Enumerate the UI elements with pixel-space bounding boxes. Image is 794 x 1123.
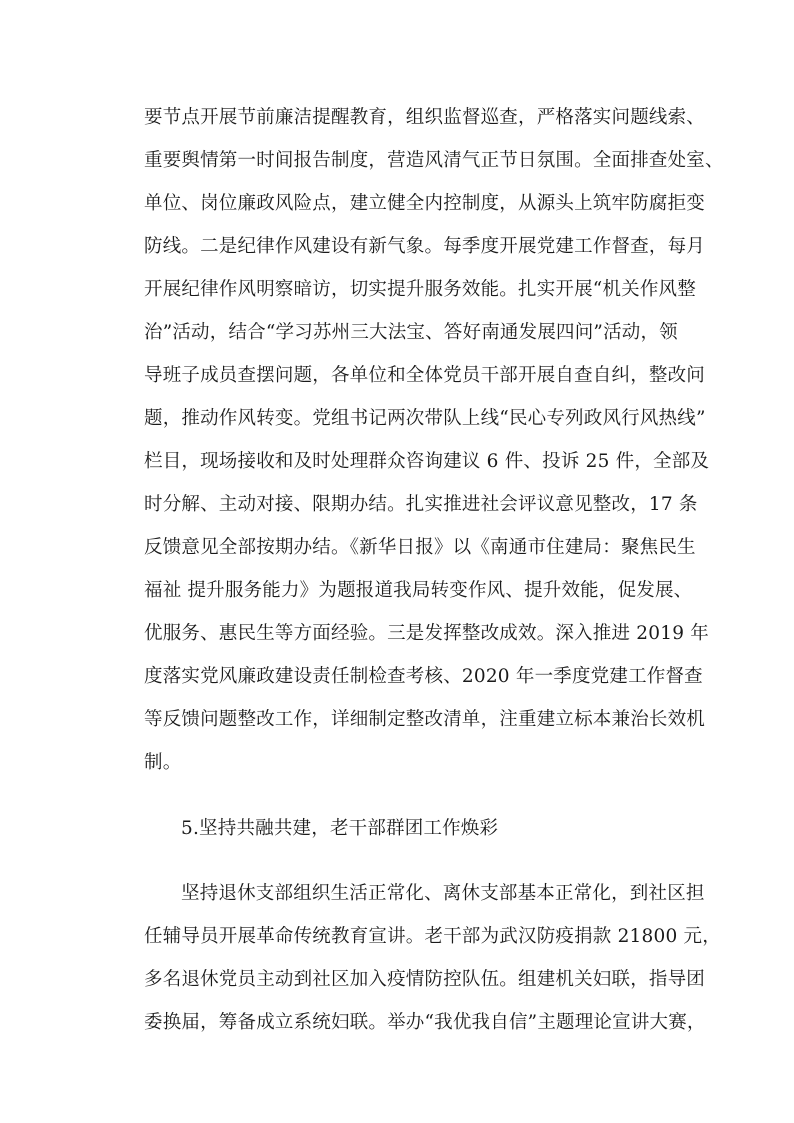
paragraph-line: 防线。二是纪律作风建设有新气象。每季度开展党建工作督查，每月 xyxy=(144,236,706,257)
paragraph-line: 优服务、惠民生等方面经验。三是发挥整改成效。深入推进 2019 年 xyxy=(144,623,709,644)
paragraph-line: 要节点开展节前廉洁提醒教育，组织监督巡查，严格落实问题线索、 xyxy=(144,107,706,128)
paragraph-line: 导班子成员查摆问题，各单位和全体党员干部开展自查自纠，整改问 xyxy=(144,365,706,386)
paragraph-line: 度落实党风廉政建设责任制检查考核、2020 年一季度党建工作督查 xyxy=(144,666,703,687)
paragraph-line: 委换届，筹备成立系统妇联。举办“我优我自信”主题理论宣讲大赛， xyxy=(144,1012,706,1033)
paragraph-line: 坚持退休支部组织生活正常化、离休支部基本正常化，到社区担 xyxy=(181,883,705,904)
paragraph-line: 时分解、主动对接、限期办结。扎实推进社会评议意见整改，17 条 xyxy=(144,494,698,515)
paragraph-line: 题，推动作风转变。党组书记两次带队上线“民心专列政风行风热线” xyxy=(144,408,706,429)
paragraph-line: 任辅导员开展革命传统教育宣讲。老干部为武汉防疫捐款 21800 元， xyxy=(144,926,721,947)
paragraph-line: 制。 xyxy=(144,752,182,773)
paragraph-line: 福祉 提升服务能力》为题报道我局转变作风、提升效能，促发展、 xyxy=(144,580,693,601)
paragraph-line: 开展纪律作风明察暗访，切实提升服务效能。扎实开展“机关作风整 xyxy=(144,279,696,300)
paragraph-line: 单位、岗位廉政风险点，建立健全内控制度，从源头上筑牢防腐拒变 xyxy=(144,193,706,214)
paragraph-line: 重要舆情第一时间报告制度，营造风清气正节日氛围。全面排查处室、 xyxy=(144,150,724,171)
paragraph-line: 栏目，现场接收和及时处理群众咨询建议 6 件、投诉 25 件，全部及 xyxy=(144,451,710,472)
paragraph-line: 等反馈问题整改工作，详细制定整改清单，注重建立标本兼治长效机 xyxy=(144,709,706,730)
paragraph-line: 治”活动，结合“学习苏州三大法宝、答好南通发展四问”活动，领 xyxy=(144,322,678,343)
paragraph-line: 反馈意见全部按期办结。《新华日报》以《南通市住建局：聚焦民生 xyxy=(144,537,696,558)
paragraph-line: 多名退休党员主动到社区加入疫情防控队伍。组建机关妇联，指导团 xyxy=(144,969,706,990)
section-heading: 5.坚持共融共建，老干部群团工作焕彩 xyxy=(181,818,499,839)
